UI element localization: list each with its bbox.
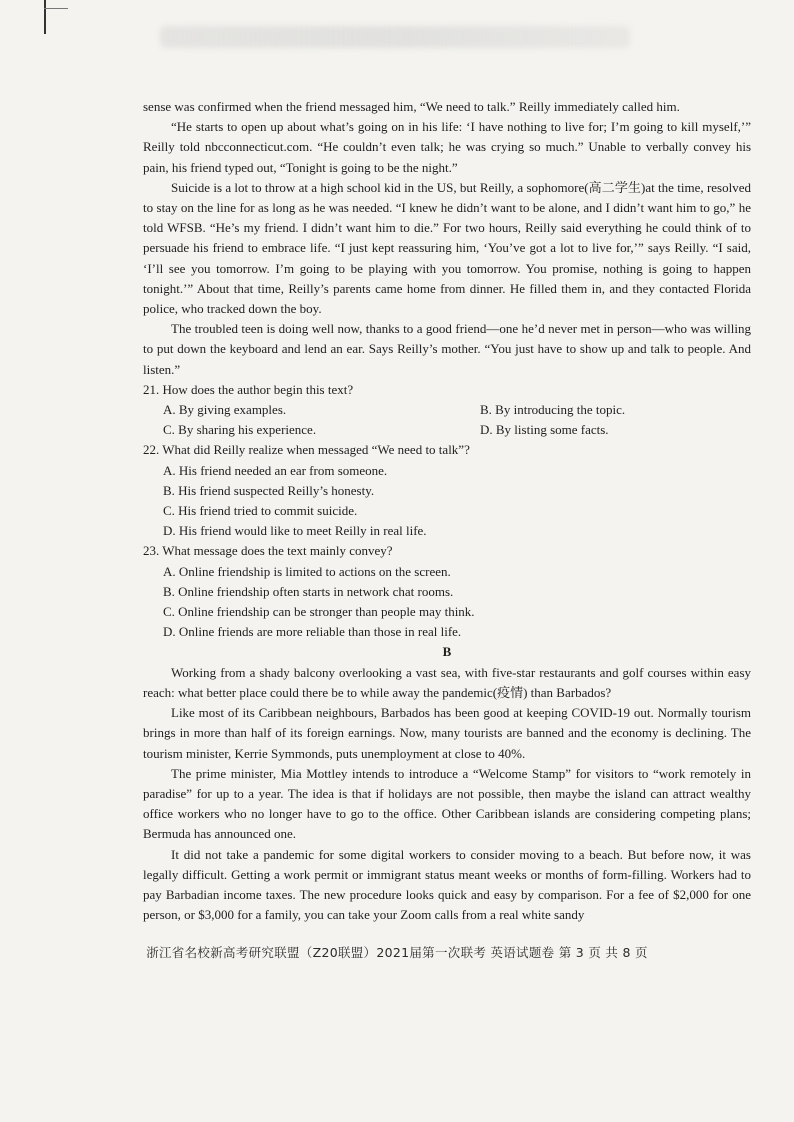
passage-a-paragraph: Suicide is a lot to throw at a high school kid in the US, but Reilly, a sophomore(高二学生)at the time, resolved to stay on the line for as long as he was needed. “I knew he didn’t want to be alone, and I didn’t want him to go,” he told WFSB. “He’s my friend. I didn’t want him to die.” For two hours, Reilly said everything he could think of to persuade his friend to embrace life. “I just kept reassuring him, ‘You’ve got a lot to live for,’” says Reilly. “I said, ‘I’ll see you tomorrow. I’m going to be playing with you tomorrow. You promise, nothing is going to happen tonight.’” About that time, Reilly’s parents came home from dinner. He filled them in, and they contacted Florida police, who tracked down the boy. — [143, 179, 751, 317]
passage-a-paragraph: sense was confirmed when the friend messaged him, “We need to talk.” Reilly immediately called him. — [143, 99, 680, 114]
question-23-stem: 23. What message does the text mainly convey? — [143, 543, 393, 559]
question-21-options — [143, 400, 751, 440]
faded-header-bleed-through — [160, 26, 630, 48]
question-21-option-a: A. By giving examples. — [163, 402, 287, 418]
question-23-option-a: A. Online friendship is limited to actions on the screen. — [163, 563, 451, 579]
scan-corner-mark-horizontal — [44, 8, 68, 9]
question-22-option-b: B. His friend suspected Reilly’s honesty. — [163, 482, 375, 498]
passage-b-paragraph: Working from a shady balcony overlooking a vast sea, with five-star restaurants and golf courses within easy reach: what better place could there be to while away the pandemic(疫情) than Barbados? — [143, 664, 751, 700]
passage-a-paragraph: The troubled teen is doing well now, thanks to a good friend—one he’d never met in person—who was willing to put down the keyboard and lend an ear. Says Reilly’s mother. “You just have to show up and talk to people. And listen.” — [143, 321, 751, 377]
passage-a-paragraph: “He starts to open up about what’s going on in his life: ‘I have nothing to live for; I’m going to kill myself,’” Reilly told nbcconnecticut.com. “He couldn’t even talk; he was crying so much.” Unable to verbally convey his pain, his friend typed out, “Tonight is going to be the night.” — [143, 119, 751, 175]
question-22-option-a: A. His friend needed an ear from someone. — [163, 462, 388, 478]
question-22-stem: 22. What did Reilly realize when messaged “We need to talk”? — [143, 442, 470, 458]
question-21-option-c: C. By sharing his experience. — [163, 422, 317, 438]
question-21-option-d: D. By listing some facts. — [480, 422, 609, 438]
passage-b-paragraph: Like most of its Caribbean neighbours, Barbados has been good at keeping COVID-19 out. Normally tourism brings in more than half of its foreign earnings. Now, many tourists are banned and the economy is declining. The tourism minister, Kerrie Symmonds, puts unemployment at close to 40%. — [143, 705, 751, 761]
question-22 — [143, 440, 751, 541]
exam-page-content — [143, 97, 751, 925]
question-22-option-d: D. His friend would like to meet Reilly in real life. — [163, 523, 427, 539]
page-footer: 浙江省名校新高考研究联盟（Z20联盟）2021届第一次联考 英语试题卷 第 3 页 共 8 页 — [146, 945, 648, 960]
section-b-heading: B — [442, 644, 452, 660]
passage-b-paragraph: The prime minister, Mia Mottley intends to introduce a “Welcome Stamp” for visitors to “work remotely in paradise” for up to a year. The idea is that if holidays are not possible, then maybe the island can attract wealthy office workers who no longer have to go to the office. Other Caribbean islands are considering competing plans; Bermuda has announced one. — [143, 765, 751, 842]
scan-corner-mark — [44, 0, 46, 34]
question-21-option-b: B. By introducing the topic. — [480, 402, 626, 418]
question-23-option-c: C. Online friendship can be stronger than people may think. — [163, 604, 475, 620]
question-21-stem: 21. How does the author begin this text? — [143, 381, 354, 397]
question-23 — [143, 541, 751, 642]
question-23-option-d: D. Online friends are more reliable than those in real life. — [163, 624, 462, 640]
question-21 — [143, 380, 751, 441]
question-22-option-c: C. His friend tried to commit suicide. — [163, 503, 358, 519]
question-23-option-b: B. Online friendship often starts in network chat rooms. — [163, 583, 454, 599]
passage-b-paragraph: It did not take a pandemic for some digital workers to consider moving to a beach. But before now, it was legally difficult. Getting a work permit or immigrant status meant weeks or months of form-filling. Workers had to pay Barbadian income taxes. The new procedure looks quick and easy by comparison. For a fee of $2,000 for one person, or $3,000 for a family, you can take your Zoom calls from a real white sandy — [143, 846, 751, 923]
